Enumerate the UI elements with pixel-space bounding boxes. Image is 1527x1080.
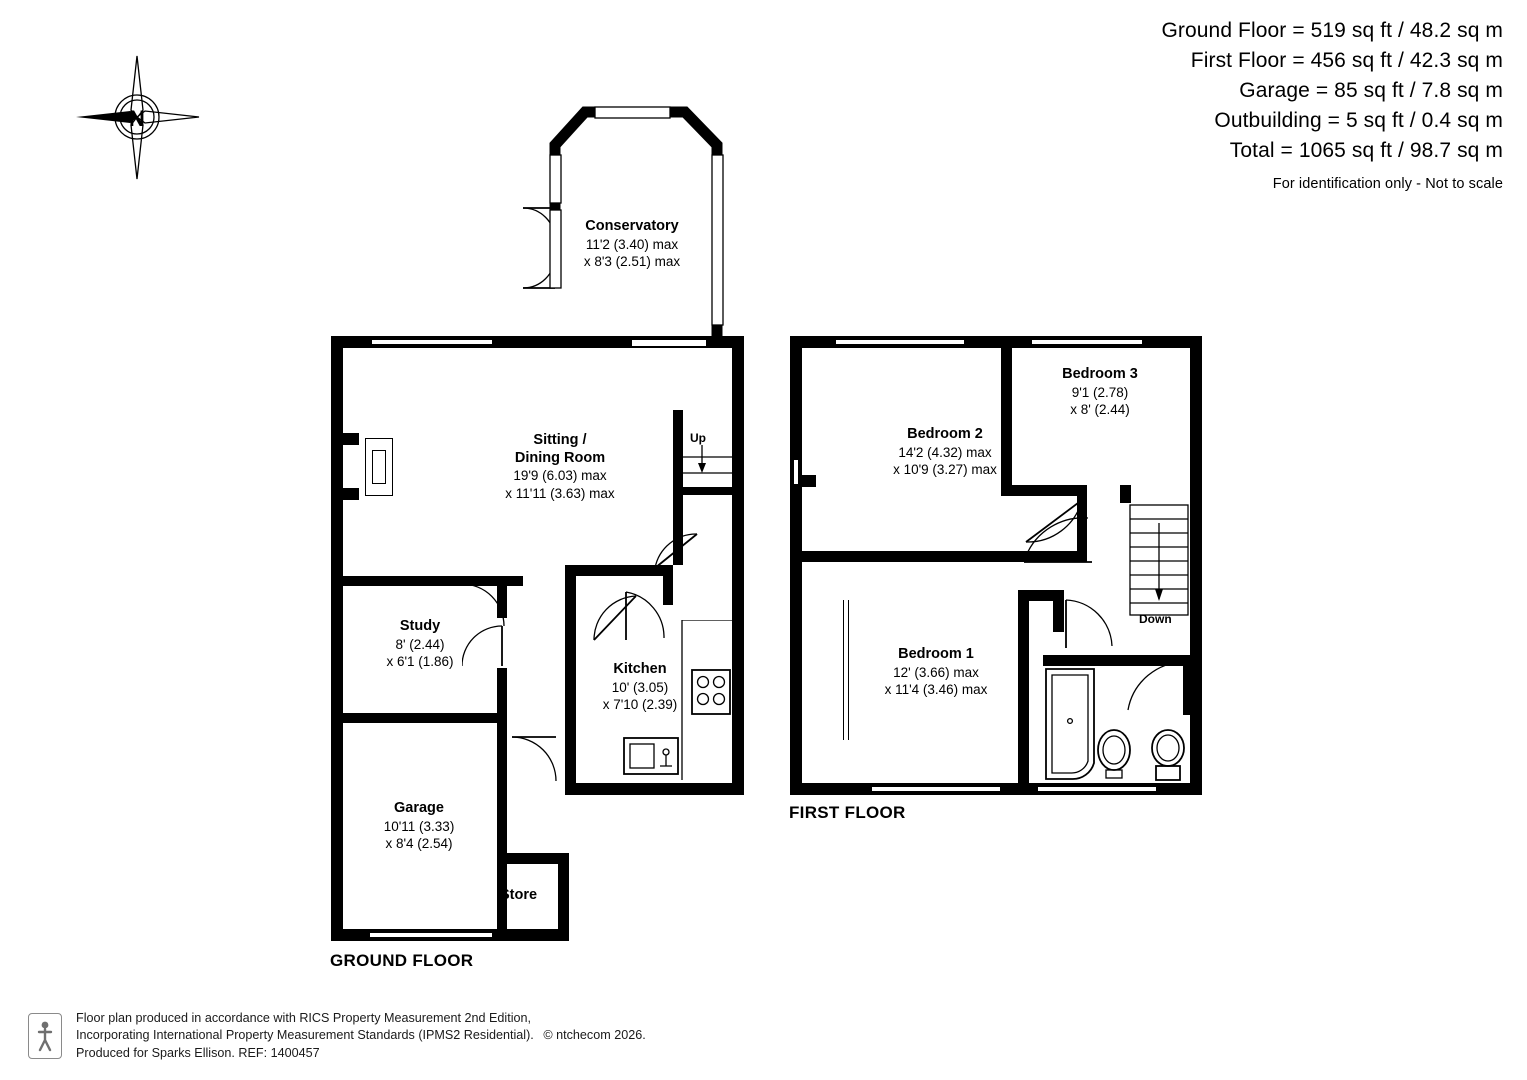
room-dim-2: x 11'4 (3.46) max xyxy=(884,682,988,697)
footer-line-2-wrap xyxy=(76,1027,646,1045)
room-label-conservatory xyxy=(502,218,762,271)
stair-label-down: Down xyxy=(1139,612,1172,626)
room-name-line2: Dining Room xyxy=(514,449,606,466)
room-name: Bedroom 3 xyxy=(1062,366,1138,382)
room-dim-1: 8' (2.44) xyxy=(395,636,445,652)
room-dim-1: 14'2 (4.32) max xyxy=(898,444,992,460)
room-dim-1: 9'1 (2.78) xyxy=(1071,384,1129,400)
compass-north-label: N xyxy=(129,106,145,131)
footer-copyright: © ntchecom 2026. xyxy=(543,1028,646,1042)
basin-icon xyxy=(1094,724,1138,782)
room-label-garage xyxy=(338,800,500,853)
room-dim-1: 10' (3.05) xyxy=(611,679,669,695)
room-dim-2: x 10'9 (3.27) max xyxy=(893,462,997,477)
ff-window-bed3-north xyxy=(1032,338,1142,346)
room-dim-2: x 6'1 (1.86) xyxy=(386,654,454,669)
room-label-bedroom-1 xyxy=(806,646,1066,699)
room-label-study xyxy=(340,618,500,671)
room-dim-2: x 11'11 (3.63) max xyxy=(505,485,615,501)
room-name-line1: Sitting / xyxy=(533,432,587,448)
ff-window-bed2-north xyxy=(836,338,964,346)
ff-window-bathroom-south xyxy=(1038,785,1156,793)
room-dim-1: 11'2 (3.40) max xyxy=(585,236,679,252)
footer-line-1: Floor plan produced in accordance with RICS Property Measurement 2nd Edition, xyxy=(76,1010,532,1025)
room-dim-2: x 8'3 (2.51) max xyxy=(583,254,681,269)
footer-line-2: Incorporating International Property Measurement Standards (IPMS2 Residential). xyxy=(76,1028,534,1042)
room-dim-2: x 8' (2.44) xyxy=(1070,402,1130,417)
gf-wall-study-bottom xyxy=(343,713,507,723)
ff-window-bed1-south xyxy=(872,785,1000,793)
room-name: Bedroom 2 xyxy=(907,426,983,442)
gf-door-hall-rear xyxy=(616,586,666,650)
room-dim-2: x 7'10 (2.39) xyxy=(602,697,678,712)
gf-door-garage xyxy=(504,733,568,789)
area-line-ground: Ground Floor = 519 sq ft / 48.2 sq m xyxy=(1161,19,1503,42)
accessibility-icon xyxy=(28,1013,62,1059)
room-label-sitting-dining xyxy=(430,432,690,502)
room-name: Store xyxy=(500,887,538,903)
area-summary xyxy=(1161,16,1503,194)
ff-door-bathroom xyxy=(1120,658,1192,716)
room-label-kitchen xyxy=(560,661,720,714)
gf-garage-door xyxy=(370,931,492,939)
room-dim-1: 19'9 (6.03) max xyxy=(513,468,607,483)
room-name: Study xyxy=(399,618,441,634)
kitchen-sink-icon xyxy=(622,736,684,780)
gf-window-sitting-north xyxy=(372,338,492,346)
ff-wall-bath-right xyxy=(1183,655,1192,715)
area-line-first: First Floor = 456 sq ft / 42.3 sq m xyxy=(1190,49,1503,72)
room-dim-2: x 8'4 (2.54) xyxy=(385,836,453,851)
area-line-garage: Garage = 85 sq ft / 7.8 sq m xyxy=(1239,79,1503,102)
ff-nib-bed2-west xyxy=(802,475,816,487)
ff-window-bed2-west xyxy=(792,460,800,484)
ff-door-bed1 xyxy=(1060,596,1116,654)
gf-bay-bottom xyxy=(343,488,359,500)
footer xyxy=(28,1010,646,1063)
footer-line-3: Produced for Sparks Ellison. REF: 1400457 xyxy=(76,1045,320,1060)
room-name: Conservatory xyxy=(585,218,679,234)
ff-nib-stair-top xyxy=(1120,485,1131,503)
ff-door-bed2-swing xyxy=(1022,512,1096,562)
room-name: Garage xyxy=(394,800,444,816)
room-dim-1: 12' (3.66) max xyxy=(893,664,979,680)
ground-floor-title: GROUND FLOOR xyxy=(330,951,474,970)
room-label-bedroom-3 xyxy=(1020,366,1180,419)
gf-opening-conservatory xyxy=(632,338,706,346)
area-line-total: Total = 1065 sq ft / 98.7 sq m xyxy=(1229,139,1503,162)
footer-text xyxy=(76,1010,646,1063)
gf-bay-top xyxy=(343,433,359,445)
first-floor-title: FIRST FLOOR xyxy=(789,803,906,822)
room-name: Kitchen xyxy=(613,661,667,677)
room-dim-1: 10'11 (3.33) xyxy=(383,818,455,834)
area-line-outbuilding: Outbuilding = 5 sq ft / 0.4 sq m xyxy=(1214,109,1503,132)
ff-wall-left xyxy=(790,336,802,795)
area-note: For identification only - Not to scale xyxy=(1272,176,1503,192)
stair-label-up: Up xyxy=(690,431,706,445)
room-label-store xyxy=(500,887,570,905)
gf-bay-inner xyxy=(372,450,386,484)
room-name: Bedroom 1 xyxy=(898,646,974,662)
toilet-icon xyxy=(1146,726,1192,784)
compass xyxy=(70,50,205,185)
room-label-bedroom-2 xyxy=(820,426,1070,479)
